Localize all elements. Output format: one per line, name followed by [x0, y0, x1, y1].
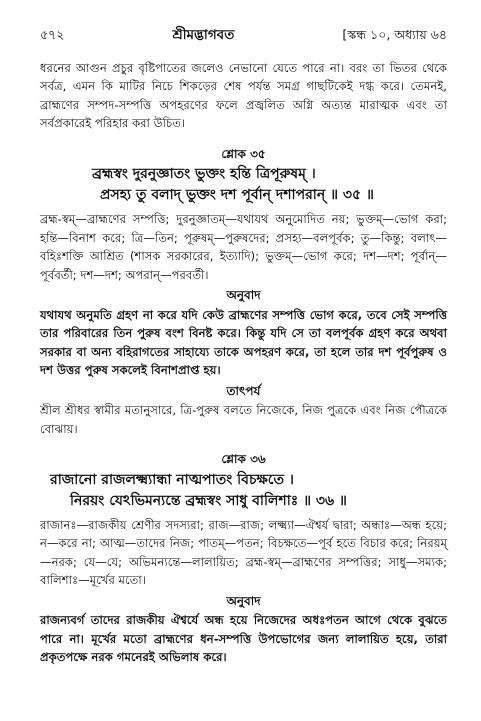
verse-35-line-2: প্রসহ্য তু বলাদ্ ভুক্তং দশ পূর্বান্ দশাপরান্ ॥ ৩৫ ॥ — [100, 187, 374, 203]
verse-35-translation: যথাযথ অনুমতি গ্রহণ না করে যদি কেউ ব্রাহ্মণের সম্পত্তি ভোগ করে, তবে সেই সম্পত্তি তার পরিবারের তিন পুরুষ বংশ বিনষ্ট করে। কিন্তু যদি সে তা বলপূর্বক গ্রহণ করে অথবা সরকার বা অন্য বহিরাগতের সাহায্যে তাকে অপহরণ করে, তা হলে তার দশ পূর্বপুরুষ ও দশ উত্তর পুরুষ সকলেই বিনাশপ্রাপ্ত হয়। — [40, 307, 447, 377]
page-number: ৫৭২ — [40, 27, 65, 42]
verse-36-line-1: রাজানো রাজলক্ষ্ম্যান্ধা নাত্মপাতং বিচক্ষতে । — [50, 471, 294, 488]
verse-35-synonyms: ব্রহ্ম-স্বম্—ব্রাহ্মণের সম্পত্তি; দুরনুজ্ঞাতম্—যথাযথ অনুমোদিত নয়; ভুক্তম্—ভোগ করা; হন্তি—বিনাশ করে; ত্রি—তিন; পূরুষম্—পুরুষদের; প্রসহ্য—বলপূর্বক; তু—কিন্তু; বলাৎ—বহিঃশক্তি আশ্রিত (শাসক সরকারের, ইত্যাদি); ভুক্তম্—ভোগ করে; দশ—দশ; পূর্বান্—পূর্ববর্তী; দশ—দশ; অপরান্—পরবর্তী। — [40, 212, 447, 282]
chapter-reference: [স্কন্ধ ১০, অধ্যায় ৬৪ — [342, 27, 447, 42]
page-header — [40, 26, 447, 45]
verse-35-translation-heading: অনুবাদ — [226, 288, 261, 302]
verse-36-translation: রাজন্যবর্গ তাদের রাজকীয় ঐশ্বর্যে অন্ধ হয়ে নিজেদের অধঃপতন আগে থেকে বুঝতে পারে না। মূর্খের মতো ব্রাহ্মণের ধন-সম্পত্তি উপভোগের জন্য লালায়িত হয়ে, তারা প্রকৃতপক্ষে নরক গমনেরই অভিলাষ করে। — [40, 613, 447, 664]
verse-35-text — [40, 164, 447, 206]
verse-35-heading: শ্লোক ৩৫ — [221, 146, 266, 161]
verse-36-line-2: নিরয়ং যেঽভিমন্যন্তে ব্রহ্মস্বং সাধু বালিশাঃ ॥ ৩৬ ॥ — [70, 492, 347, 509]
verse-36-synonyms: রাজানঃ—রাজকীয় শ্রেণীর সদস্যরা; রাজ—রাজ; লক্ষ্ম্যা—ঐশ্বর্য দ্বারা; অন্ধাঃ—অন্ধ হয়ে; ন—করে না; আত্ম—তাদের নিজ; পাতম্—পতন; বিচক্ষতে—পূর্ব হতে বিচার করে; নিরয়ম্—নরক; যে—যে; অভিমন্যন্তে—লালায়িত; ব্রহ্ম-স্বম্—ব্রাহ্মণের সম্পত্তির; সাধু—সম্যক; বালিশাঃ—মূর্খের মতো। — [40, 517, 447, 587]
book-title: শ্রীমদ্ভাগবত — [172, 27, 235, 43]
verse-35-purport-heading: তাৎপর্য — [226, 383, 261, 398]
verse-35-line-1: ব্রহ্মস্বং দুরনুজ্ঞাতং ভুক্তং হন্তি ত্রিপূরুষম্ । — [92, 166, 316, 182]
intro-paragraph: ধরনের আগুন প্রচুর বৃষ্টিপাতের জলেও নেভানো যেতে পারে না। বরং তা ভিতর থেকে সর্বত্র, এমন কি মাটির নিচে শিকড়ের শেষ পর্যন্ত সমগ্র গাছটিকেই দগ্ধ করে। তেমনই, ব্রাহ্মণের সম্পদ-সম্পত্তি অপহরণের ফলে প্রজ্বলিত অগ্নি অত্যন্ত মারাত্মক এবং তা সর্বপ্রকারেই পরিহার করা উচিত। — [40, 60, 447, 130]
verse-36-text — [40, 470, 447, 512]
verse-35-purport: শ্রীল শ্রীধর স্বামীর মতানুসারে, ত্রি-পুরুষ বলতে নিজেকে, নিজ পুত্রকে এবং নিজ পৌত্রকে বোঝায়। — [40, 403, 447, 436]
verse-36-heading: শ্লোক ৩৬ — [221, 452, 266, 466]
verse-36-translation-heading: অনুবাদ — [226, 593, 261, 608]
